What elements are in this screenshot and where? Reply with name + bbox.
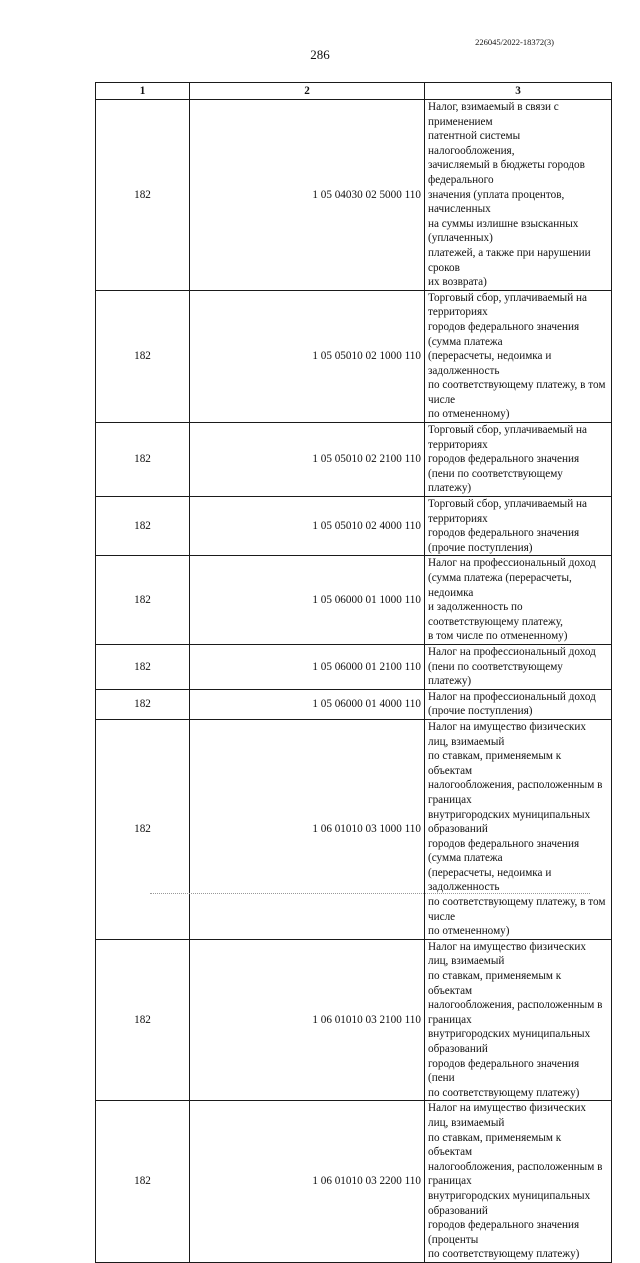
document-number: 226045/2022-18372(3) (475, 37, 554, 47)
table-row (96, 939, 612, 1101)
revenue-description-cell: Торговый сбор, уплачиваемый на территориях городов федерального значения (пени по соответствующему платежу) (425, 423, 612, 497)
admin-code-cell: 182 (96, 423, 190, 497)
revenue-description-cell: Налог на имущество физических лиц, взимаемый по ставкам, применяемым к объектам налогообложения, расположенным в границах внутригородских муниципальных образований городов федерального значения (сумма платежа (перерасчеты, недоимка и задолженность по соответствующему платежу, в том числе по отмененному) (425, 719, 612, 939)
table-row (96, 719, 612, 939)
table-row (96, 290, 612, 422)
column-header-1: 1 (96, 83, 190, 100)
admin-code-cell: 182 (96, 1101, 190, 1263)
admin-code-cell: 182 (96, 290, 190, 422)
budget-classification-code-cell: 1 05 05010 02 4000 110 (190, 497, 425, 556)
budget-classification-code-cell: 1 06 01010 03 2200 110 (190, 1101, 425, 1263)
admin-code-cell: 182 (96, 556, 190, 645)
bottom-stamp-line (150, 893, 590, 900)
admin-code-cell: 182 (96, 497, 190, 556)
revenue-description-cell: Торговый сбор, уплачиваемый на территориях городов федерального значения (прочие поступления) (425, 497, 612, 556)
column-header-3: 3 (425, 83, 612, 100)
budget-classification-code-cell: 1 05 05010 02 2100 110 (190, 423, 425, 497)
page-number: 286 (310, 47, 330, 62)
revenue-description-cell: Налог на имущество физических лиц, взимаемый по ставкам, применяемым к объектам налогообложения, расположенным в границах внутригородских муниципальных образований городов федерального значения (проценты по соответствующему платежу) (425, 1101, 612, 1263)
admin-code-cell: 182 (96, 719, 190, 939)
table-row (96, 497, 612, 556)
budget-classification-code-cell: 1 05 06000 01 1000 110 (190, 556, 425, 645)
budget-classification-code-cell: 1 05 06000 01 2100 110 (190, 644, 425, 689)
budget-classification-code-cell: 1 05 05010 02 1000 110 (190, 290, 425, 422)
table-row (96, 689, 612, 719)
admin-code-cell: 182 (96, 939, 190, 1101)
revenue-description-cell: Налог на профессиональный доход (прочие поступления) (425, 689, 612, 719)
table-row (96, 423, 612, 497)
budget-classification-code-cell: 1 05 04030 02 5000 110 (190, 100, 425, 291)
budget-classification-code-cell: 1 06 01010 03 2100 110 (190, 939, 425, 1101)
admin-code-cell: 182 (96, 689, 190, 719)
table-header-row (96, 83, 612, 100)
revenue-description-cell: Налог, взимаемый в связи с применением патентной системы налогообложения, зачисляемый в бюджеты городов федерального значения (уплата процентов, начисленных на суммы излишне взысканных (уплаченных) платежей, а также при нарушении сроков их возврата) (425, 100, 612, 291)
table-body (96, 100, 612, 1263)
budget-classification-code-cell: 1 05 06000 01 4000 110 (190, 689, 425, 719)
revenue-description-cell: Налог на имущество физических лиц, взимаемый по ставкам, применяемым к объектам налогообложения, расположенным в границах внутригородских муниципальных образований городов федерального значения (пени по соответствующему платежу) (425, 939, 612, 1101)
table-row (96, 644, 612, 689)
revenue-description-cell: Торговый сбор, уплачиваемый на территориях городов федерального значения (сумма платежа (перерасчеты, недоимка и задолженность по соответствующему платежу, в том числе по отмененному) (425, 290, 612, 422)
table-row (96, 1101, 612, 1263)
admin-code-cell: 182 (96, 644, 190, 689)
revenue-description-cell: Налог на профессиональный доход (сумма платежа (перерасчеты, недоимка и задолженность по соответствующему платежу, в том числе по отмененному) (425, 556, 612, 645)
revenue-description-cell: Налог на профессиональный доход (пени по соответствующему платежу) (425, 644, 612, 689)
column-header-2: 2 (190, 83, 425, 100)
admin-code-cell: 182 (96, 100, 190, 291)
table-row (96, 556, 612, 645)
budget-codes-table (95, 82, 612, 1263)
budget-classification-code-cell: 1 06 01010 03 1000 110 (190, 719, 425, 939)
table-row (96, 100, 612, 291)
